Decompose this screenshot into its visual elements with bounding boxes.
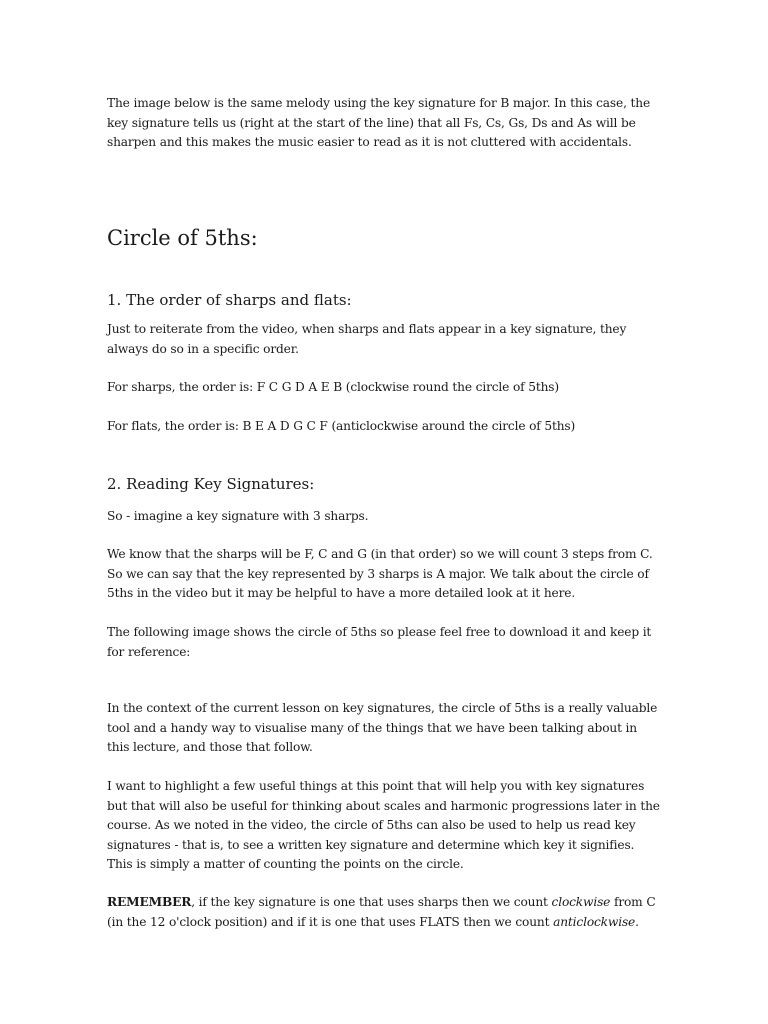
- remember-text-1: , if the key signature is one that uses sharps then we count: [191, 895, 552, 909]
- section2-para2-block: [107, 545, 663, 604]
- section1-para1-block: [107, 320, 663, 359]
- remember-block: [107, 893, 663, 932]
- section1-title: 1. The order of sharps and flats:: [107, 291, 352, 309]
- section2-para5-block: [107, 777, 663, 875]
- section1-para2-block: [107, 378, 663, 398]
- section2-paragraph-1: So - imagine a key signature with 3 sharps.: [107, 509, 369, 523]
- section2-para4-block: [107, 699, 663, 758]
- section1-title-block: [107, 290, 663, 310]
- intro-paragraph-block: [107, 94, 663, 153]
- section2-title: 2. Reading Key Signatures:: [107, 475, 315, 493]
- remember-emphasis-clockwise: clockwise: [551, 895, 611, 909]
- section2-paragraph-5: I want to highlight a few useful things at this point that will help you with key signatures but that will also be useful for thinking about scales and harmonic progressions later in the course. As we noted in the video, the circle of 5ths can also be used to help us read key signatures - that is, to see a written key signature and determine which key it signifies. This is simply a matter of counting the points on the circle.: [107, 779, 660, 872]
- section2-paragraph-3: The following image shows the circle of 5ths so please feel free to download it and keep it for reference:: [107, 625, 652, 659]
- heading-block: [107, 225, 663, 251]
- section1-para3-block: [107, 417, 663, 437]
- section1-paragraph-1: Just to reiterate from the video, when sharps and flats appear in a key signature, they always do so in a specific order.: [107, 322, 627, 356]
- section2-paragraph-4: In the context of the current lesson on key signatures, the circle of 5ths is a really valuable tool and a handy way to visualise many of the things that we have been talking about in this lecture, and those that follow.: [107, 701, 658, 755]
- section2-para1-block: [107, 507, 663, 527]
- remember-label: REMEMBER: [107, 895, 192, 909]
- page-heading: Circle of 5ths:: [107, 226, 258, 250]
- section2-paragraph-2: We know that the sharps will be F, C and G (in that order) so we will count 3 steps from C. So we can say that the key represented by 3 sharps is A major. We talk about the circle of 5ths in the video but it may be helpful to have a more detailed look at it here.: [107, 547, 653, 601]
- remember-emphasis-anticlockwise: anticlockwise: [553, 914, 636, 929]
- section2-title-block: [107, 474, 663, 494]
- remember-text-2: from C (in the 12 o'clock position) and if it is one that uses FLATS then we count: [107, 895, 656, 929]
- remember-paragraph: [107, 893, 663, 932]
- section1-paragraph-3: For flats, the order is: B E A D G C F (anticlockwise around the circle of 5ths): [107, 419, 576, 433]
- remember-text-3: .: [635, 914, 639, 929]
- intro-paragraph: The image below is the same melody using the key signature for B major. In this case, the key signature tells us (right at the start of the line) that all Fs, Cs, Gs, Ds and As will be sharpen and this makes the music easier to read as it is not cluttered with accidentals.: [107, 96, 651, 150]
- section1-paragraph-2: For sharps, the order is: F C G D A E B (clockwise round the circle of 5ths): [107, 380, 559, 394]
- section2-para3-block: [107, 623, 663, 662]
